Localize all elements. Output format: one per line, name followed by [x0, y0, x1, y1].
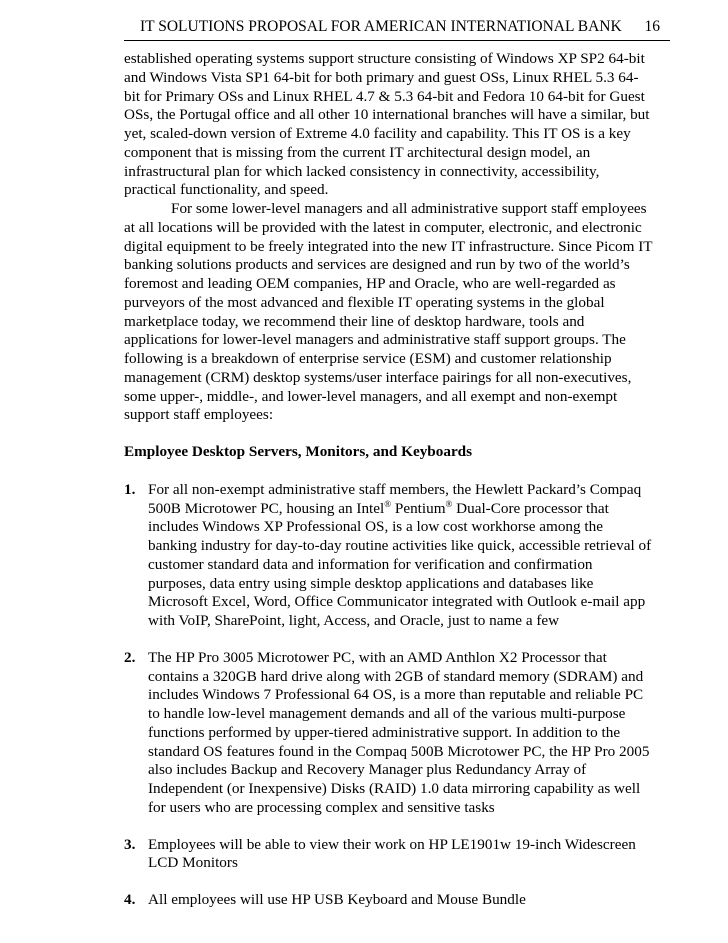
list-item-monitors — [124, 836, 654, 874]
equipment-list — [124, 481, 654, 910]
header-title: IT SOLUTIONS PROPOSAL FOR AMERICAN INTERNATIONAL BANK — [140, 18, 622, 35]
header-divider — [124, 40, 670, 41]
list-text-part: Dual-Core processor that includes Windows XP Professional OS, is a low cost workhorse among the banking industry for day-to-day routine activities like quick, accessible retrieval of customer standard data and information for verification and confirmation purposes, data entry using simple desktop applications and databases like Microsoft Excel, Word, Office Communicator integrated with Outlook e-mail app with VoIP, SharePoint, light, Access, and Oracle, just to name a few — [148, 499, 652, 629]
list-item-compaq-500b — [124, 481, 654, 631]
list-text: All employees will use HP USB Keyboard and Mouse Bundle — [148, 891, 526, 908]
list-text: The HP Pro 3005 Microtower PC, with an AMD Anthlon X2 Processor that contains a 320GB hard drive along with 2GB of standard memory (SDRAM) and includes Windows 7 Professional 64 OS, is a more than reputable and reliable PC to handle low-level management demands and all of the various multi-purpose functions performed by upper-tiered administrative support. In addition to the standard OS features found in the Compaq 500B Microtower PC, the HP Pro 2005 also includes Backup and Recovery Manager plus Redundancy Array of Independent (or Inexpensive) Disks (RAID) 1.0 data mirroring capability as well for users who are processing complex and sensitive tasks — [148, 648, 650, 816]
list-item-keyboard — [124, 891, 654, 910]
list-number: 4. — [124, 891, 136, 908]
page-header — [140, 17, 660, 37]
list-number: 2. — [124, 648, 136, 666]
paragraph-desktop-equipment: For some lower-level managers and all administrative support staff employees at all locations will be provided with the latest in computer, electronic, and electronic digital equipment to be freely integrated into the new IT infrastructure. Since Picom IT banking solutions products and services are designed and run by two of the world’s foremost and leading OEM companies, HP and Oracle, who are well-regarded as purveyors of the most advanced and flexible IT operating systems in the global marketplace today, we recommend their line of desktop hardware, tools and applications for lower-level managers and administrative staff support groups. The following is a breakdown of enterprise service (ESM) and customer relationship management (CRM) desktop systems/user interface pairings for all non-executives, some upper-, middle-, and lower-level managers, and all exempt and non-exempt support staff employees: — [124, 200, 653, 424]
page-number: 16 — [644, 18, 660, 35]
document-body — [124, 50, 654, 910]
list-text: Employees will be able to view their work on HP LE1901w 19-inch Widescreen LCD Monitors — [148, 835, 636, 872]
list-text-part: Pentium — [391, 499, 446, 517]
list-text-part: For all non-exempt administrative staff members, the Hewlett Packard’s Compaq 500B Microtower PC, housing an Intel — [148, 480, 642, 517]
list-text — [148, 481, 651, 629]
registered-mark: ® — [445, 498, 453, 509]
section-heading: Employee Desktop Servers, Monitors, and Keyboards — [124, 443, 473, 460]
list-item-hp-pro-3005 — [124, 649, 654, 818]
list-number: 3. — [124, 835, 136, 853]
registered-mark: ® — [384, 498, 392, 509]
paragraph-os-support: established operating systems support structure consisting of Windows XP SP2 64-bit and Windows Vista SP1 64-bit for both primary and guest OSs, Linux RHEL 5.3 64-bit for Primary OSs and Linux RHEL 4.7 & 5.3 64-bit and Fedora 10 64-bit for Guest OSs, the Portugal office and all other 10 international branches will have a similar, but yet, scaled-down version of Extreme 4.0 facility and capability. This IT OS is a key component that is missing from the current IT architectural design model, an infrastructural plan for which lacked consistency in connectivity, accessibility, practical functionality, and speed. — [124, 50, 650, 199]
list-number: 1. — [124, 480, 136, 498]
